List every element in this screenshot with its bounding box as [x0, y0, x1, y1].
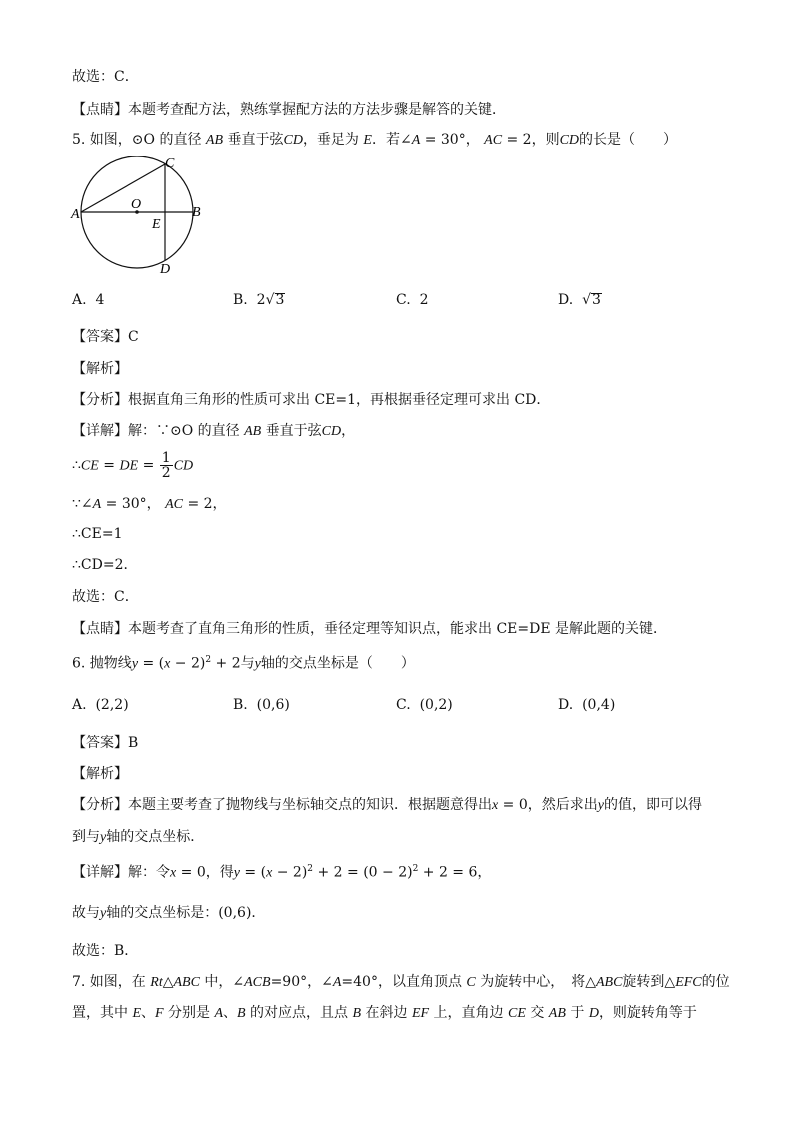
- option-a[interactable]: [72, 293, 104, 307]
- option-d[interactable]: [558, 293, 602, 307]
- step-text: ∵∠: [72, 496, 93, 512]
- math-y: y: [233, 865, 240, 881]
- math-efc: EFC: [675, 975, 702, 990]
- math-b: B: [352, 1006, 362, 1021]
- comment-line: [72, 622, 667, 636]
- q7-text: 分别是: [163, 1005, 215, 1021]
- analysis-text: [72, 393, 550, 407]
- solution-text: + 2 = (0 − 2): [313, 864, 413, 881]
- option-letter: B.: [233, 697, 248, 713]
- label-b: B: [192, 205, 201, 220]
- q7-text: =40°，以直角顶点: [341, 974, 467, 990]
- option-letter: C.: [396, 292, 411, 308]
- q6-text: + 2与: [211, 655, 255, 672]
- q7-text: 在斜边: [361, 1005, 412, 1021]
- math-a: A: [92, 497, 102, 512]
- label-d: D: [160, 262, 171, 276]
- analysis-text-part: 【分析】本题主要考查了抛物线与坐标轴交点的知识．根据题意得出: [72, 797, 492, 813]
- numerator: 1: [161, 450, 171, 466]
- exponent: 2: [205, 655, 212, 665]
- q5-text: = 2，则: [502, 132, 560, 148]
- line-text: 【答案】C: [72, 329, 139, 345]
- math-acb: ACB: [244, 975, 271, 990]
- solution-step-4: [72, 558, 137, 572]
- conclusion-text: 故与: [72, 905, 100, 921]
- q7-text: 中，∠: [199, 974, 245, 990]
- math-x: x: [266, 865, 273, 881]
- step-text: =: [138, 457, 159, 474]
- option-c[interactable]: [396, 698, 453, 712]
- q6-text: − 2): [170, 655, 206, 672]
- solution-text: 垂直于弦: [261, 423, 322, 439]
- radicand: 3: [275, 292, 285, 308]
- math-a: A: [332, 975, 342, 990]
- radicand: 3: [592, 292, 601, 308]
- text-line: [72, 590, 139, 604]
- text-line: [72, 70, 139, 84]
- math-abc: ABC: [595, 975, 623, 990]
- q7-text: 的对应点，且点: [245, 1005, 353, 1021]
- solution-line: [72, 865, 491, 881]
- math-rt-abc: Rt△ABC: [150, 975, 200, 990]
- option-letter: A.: [72, 292, 87, 308]
- math-ab: AB: [205, 133, 224, 148]
- conclusion-text: 轴的交点坐标是：: [106, 905, 219, 921]
- solution-text: = (: [239, 864, 267, 881]
- label-e: E: [152, 217, 161, 232]
- label-a: A: [71, 207, 80, 222]
- step-text: = 2，: [183, 496, 227, 512]
- math-cd: CD: [283, 133, 303, 148]
- math-y: y: [100, 906, 107, 921]
- math-e: E: [132, 1006, 142, 1021]
- math-ac: AC: [484, 133, 503, 148]
- solution-text: 【详解】解：∵⊙O 的直径: [72, 423, 245, 439]
- math-cd: CD: [559, 133, 580, 148]
- math-ef: EF: [411, 1006, 430, 1021]
- q7-text: =90°，∠: [270, 974, 333, 990]
- analysis-text-part: 轴的交点坐标．: [106, 829, 205, 845]
- step-text: ∴: [72, 457, 81, 474]
- step-text: = 30°，: [101, 496, 166, 512]
- math-ab: AB: [548, 1006, 566, 1021]
- solution-text: + 2 = 6，: [418, 864, 492, 881]
- math-a: A: [214, 1006, 224, 1021]
- solution-step-3: [72, 527, 122, 541]
- q7-text: 旋转到△: [622, 974, 676, 990]
- math-d: D: [588, 1006, 599, 1021]
- line-text: ∴CD=2．: [72, 557, 138, 573]
- analysis-text-part: 的值，即可以得: [603, 797, 702, 813]
- math-a: A: [411, 133, 421, 148]
- math-x: x: [170, 865, 177, 881]
- math-de: DE: [119, 458, 139, 474]
- math-ce: CE: [508, 1006, 526, 1021]
- line-text: 【解析】: [72, 766, 128, 782]
- denominator: 2: [161, 465, 171, 481]
- math-c: C: [466, 975, 476, 990]
- fraction-half: [160, 451, 173, 480]
- option-letter: B.: [233, 292, 248, 308]
- solution-text: 【详解】解：令: [72, 864, 170, 881]
- sqrt-sign: √: [265, 292, 275, 308]
- option-letter: D.: [558, 697, 574, 713]
- option-a[interactable]: [72, 698, 129, 712]
- q7-text: 7. 如图，在: [72, 974, 151, 990]
- question-7: [72, 975, 730, 990]
- q5-text: 垂直于弦: [223, 132, 284, 148]
- q7-text: ，则旋转角等于: [598, 1005, 697, 1021]
- answer-label: [72, 736, 138, 750]
- option-value: 4: [95, 292, 105, 308]
- exponent: 2: [307, 864, 314, 874]
- q5-text: = 30°，: [420, 132, 485, 148]
- line-text: 【点睛】本题考查配方法，熟练掌握配方法的方法步骤是解答的关键．: [72, 102, 506, 118]
- math-y: y: [131, 656, 139, 672]
- math-ce: CE: [80, 458, 99, 474]
- option-letter: C.: [396, 697, 411, 713]
- sqrt-sign: √: [582, 292, 592, 308]
- option-letter: A.: [72, 697, 87, 713]
- solution-step-2: [72, 497, 227, 512]
- segment-ac: [81, 164, 165, 212]
- analysis-text-part: 到与: [72, 829, 100, 845]
- option-value: 2: [419, 292, 429, 308]
- conclusion-text: ．: [251, 905, 266, 921]
- math-x: x: [492, 798, 499, 813]
- q6-text: 轴的交点坐标是（ ）: [260, 655, 415, 672]
- solution-text: ，: [341, 423, 356, 439]
- line-text: 【点睛】本题考查了直角三角形的性质，垂径定理等知识点，能求出 CE=DE 是解此题的关键．: [72, 621, 668, 637]
- exponent: 2: [412, 864, 419, 874]
- q7-text: 、: [141, 1005, 156, 1021]
- q5-text: ．若∠: [371, 132, 412, 148]
- q7-text: 的位: [701, 974, 730, 990]
- text-line: [72, 944, 138, 958]
- q5-text: 5. 如图，⊙O 的直径: [72, 132, 206, 148]
- analysis-text-part: = 0，然后求出: [498, 797, 598, 813]
- math-b: B: [237, 1006, 246, 1021]
- q7-text: 置，其中: [72, 1005, 133, 1021]
- question-5: [72, 133, 677, 148]
- math-cd: CD: [173, 458, 194, 474]
- q6-text: 6. 抛物线: [72, 655, 132, 672]
- coordinate-value: (0,6): [218, 905, 252, 921]
- text-line: [72, 103, 506, 117]
- solution-text: − 2): [272, 864, 308, 881]
- analysis-label: [72, 362, 128, 376]
- math-cd: CD: [321, 424, 342, 439]
- math-f: F: [155, 1006, 164, 1021]
- q5-text: 的长是（ ）: [579, 132, 678, 148]
- math-y: y: [100, 830, 107, 845]
- question-6: [72, 656, 415, 672]
- option-value: (2,2): [95, 697, 129, 713]
- math-y: y: [254, 656, 261, 672]
- line-text: 【分析】根据直角三角形的性质可求出 CE=1，再根据垂径定理可求出 CD．: [72, 392, 551, 408]
- q7-text: 、: [223, 1005, 238, 1021]
- conclusion-line: [72, 906, 265, 921]
- q7-text: 上，直角边: [429, 1005, 508, 1021]
- option-c[interactable]: [396, 293, 429, 307]
- option-letter: D.: [558, 292, 574, 308]
- line-text: 故选：C．: [72, 589, 139, 605]
- label-c: C: [165, 156, 175, 171]
- math-x: x: [164, 656, 171, 672]
- q7-text: 于: [565, 1005, 589, 1021]
- line-text: 【解析】: [72, 361, 128, 377]
- question-7-cont: [72, 1006, 697, 1021]
- option-d[interactable]: [558, 698, 615, 712]
- math-e: E: [363, 133, 372, 148]
- solution-text: = 0，得: [176, 864, 234, 881]
- solution-step-1: [72, 451, 193, 480]
- option-value: 2: [256, 292, 266, 308]
- q5-text: ，垂足为: [302, 132, 364, 148]
- label-o: O: [131, 197, 142, 212]
- math-ab: AB: [244, 424, 262, 439]
- q7-text: 交: [525, 1005, 549, 1021]
- analysis-text: [72, 798, 702, 813]
- answer-label: [72, 330, 139, 344]
- math-ac: AC: [165, 497, 183, 512]
- solution-line: [72, 424, 355, 439]
- option-value: (0,4): [582, 697, 616, 713]
- q7-text: 为旋转中心， 将△: [475, 974, 596, 990]
- math-y: y: [597, 798, 604, 813]
- line-text: 【答案】B: [72, 735, 139, 751]
- option-b[interactable]: [233, 293, 285, 307]
- step-text: =: [98, 457, 120, 474]
- analysis-label: [72, 767, 128, 781]
- line-text: 故选：C．: [72, 69, 139, 85]
- analysis-text: [72, 830, 204, 845]
- option-value: (0,2): [419, 697, 453, 713]
- q6-text: = (: [138, 655, 165, 672]
- line-text: 故选：B．: [72, 943, 139, 959]
- line-text: ∴CE=1: [72, 526, 123, 542]
- circle-figure: [68, 156, 218, 276]
- option-value: (0,6): [256, 697, 290, 713]
- option-b[interactable]: [233, 698, 290, 712]
